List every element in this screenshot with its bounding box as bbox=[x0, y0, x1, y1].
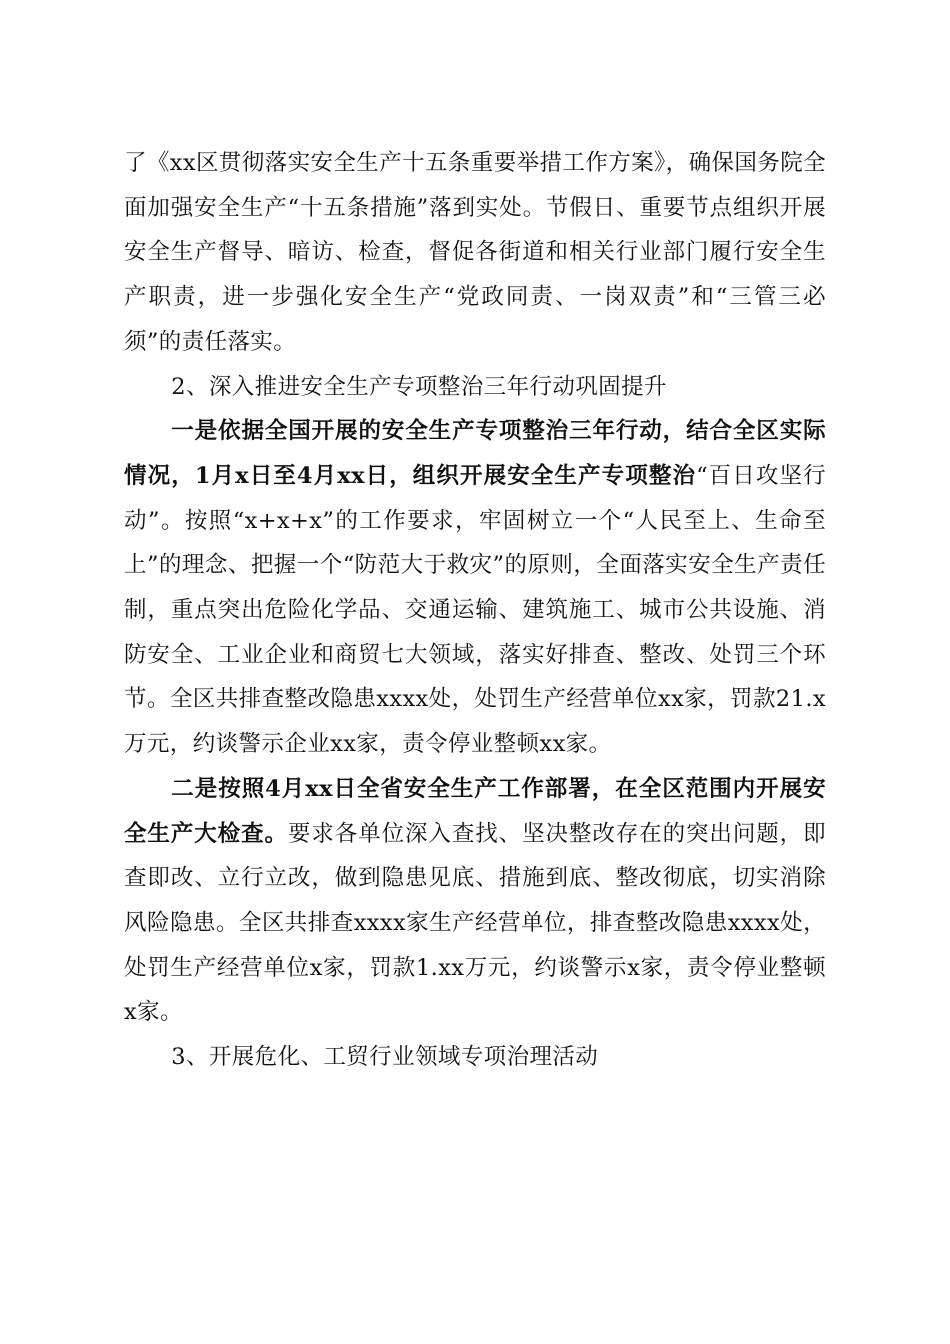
paragraph-major-inspection bbox=[124, 767, 826, 1035]
paragraph-responsibility-continued bbox=[124, 141, 826, 365]
paragraph-text: 了《xx区贯彻落实安全生产十五条重要举措工作方案》，确保国务院全面加强安全生产“十五条措施”落到实处。节假日、重要节点组织开展安全生产督导、暗访、检查，督促各街道和相关行业部门履行安全生产职责，进一步强化安全生产“党政同责、一岗双责”和“三管三必须”的责任落实。 bbox=[124, 150, 826, 355]
paragraph-lead-bold: 一是依据全国开展的安全生产专项整治三年行动，结合全区实际情况，1月x日至4月xx日，组织开展安全生产专项整治 bbox=[124, 418, 826, 489]
heading-hazardous-chemicals bbox=[124, 1035, 826, 1080]
heading-text: 2、深入推进安全生产专项整治三年行动巩固提升 bbox=[171, 373, 667, 400]
heading-three-year-action bbox=[124, 365, 826, 410]
paragraph-hundred-day-action bbox=[124, 409, 826, 767]
document-body bbox=[124, 141, 826, 1080]
paragraph-lead-bold: 二是按照4月xx日全省安全生产工作部署，在全区范围内开展安全生产大检查。 bbox=[124, 775, 826, 847]
heading-text: 3、开展危化、工贸行业领域专项治理活动 bbox=[171, 1044, 599, 1071]
paragraph-text: “百日攻坚行动”。按照“x+x+x”的工作要求，牢固树立一个“人民至上、生命至上”的理念、把握一个“防范大于救灾”的原则，全面落实安全生产责任制，重点突出危险化学品、交通运输、建筑施工、城市公共设施、消防安全、工业企业和商贸七大领域，落实好排查、整改、处罚三个环节。全区共排查整改隐患xxxx处，处罚生产经营单位xx家，罚款21.x万元，约谈警示企业xx家，责令停业整顿xx家。 bbox=[124, 462, 826, 758]
paragraph-text: 要求各单位深入查找、坚决整改存在的突出问题，即查即改、立行立改，做到隐患见底、措施到底、整改彻底，切实消除风险隐患。全区共排查xxxx家生产经营单位，排查整改隐患xxxx处，处罚生产经营单位x家，罚款1.xx万元，约谈警示x家，责令停业整顿x家。 bbox=[124, 820, 826, 1026]
